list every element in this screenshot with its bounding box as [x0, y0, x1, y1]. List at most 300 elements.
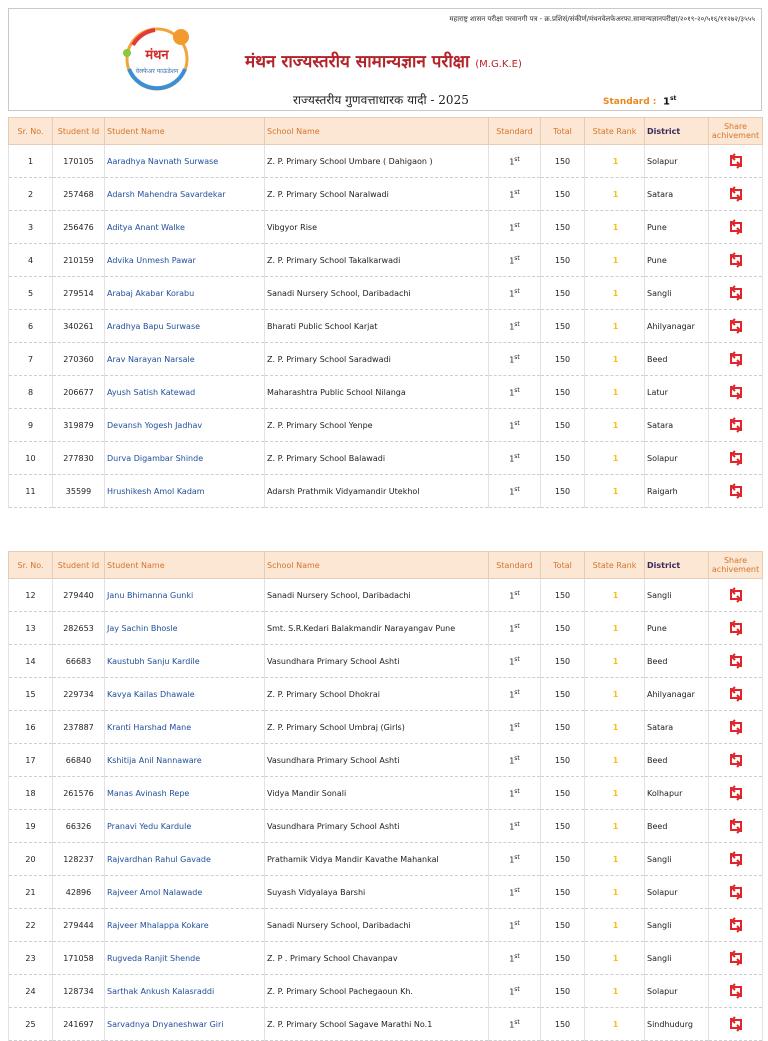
district-cell: Beed	[645, 343, 709, 376]
sr-no-cell: 7	[9, 343, 53, 376]
state-rank-cell: 1	[585, 678, 645, 711]
state-rank-cell: 1	[585, 942, 645, 975]
student-name-cell: Aaradhya Navnath Surwase	[105, 145, 265, 178]
student-name-cell: Sarthak Ankush Kalasraddi	[105, 975, 265, 1008]
share-repost-icon	[727, 449, 745, 467]
share-repost-icon	[727, 350, 745, 368]
standard-cell: 1st	[489, 975, 541, 1008]
share-repost-icon	[727, 784, 745, 802]
student-id-cell: 256476	[53, 211, 105, 244]
school-name-cell: Z. P. Primary School Naralwadi	[265, 178, 489, 211]
student-id-cell: 319879	[53, 409, 105, 442]
table-header-row	[9, 118, 763, 145]
student-name-cell: Devansh Yogesh Jadhav	[105, 409, 265, 442]
state-rank-cell: 1	[585, 310, 645, 343]
table-row	[9, 1008, 763, 1041]
total-cell: 150	[541, 343, 585, 376]
district-cell: Latur	[645, 376, 709, 409]
total-cell: 150	[541, 942, 585, 975]
sr-no-cell: 11	[9, 475, 53, 508]
total-cell: 150	[541, 744, 585, 777]
student-name-cell: Kaustubh Sanju Kardile	[105, 645, 265, 678]
sr-no-cell: 10	[9, 442, 53, 475]
state-rank-cell: 1	[585, 376, 645, 409]
share-achievement-button[interactable]	[709, 376, 763, 409]
student-id-cell: 279444	[53, 909, 105, 942]
table-row	[9, 777, 763, 810]
total-cell: 150	[541, 409, 585, 442]
standard-cell: 1st	[489, 777, 541, 810]
state-rank-cell: 1	[585, 645, 645, 678]
school-name-cell: Maharashtra Public School Nilanga	[265, 376, 489, 409]
share-achievement-button[interactable]	[709, 975, 763, 1008]
table-row	[9, 310, 763, 343]
table-row	[9, 645, 763, 678]
school-name-cell: Z. P. Primary School Balawadi	[265, 442, 489, 475]
page-header	[8, 8, 762, 111]
student-id-cell: 277830	[53, 442, 105, 475]
share-achievement-button[interactable]	[709, 909, 763, 942]
total-cell: 150	[541, 711, 585, 744]
school-name-cell: Vibgyor Rise	[265, 211, 489, 244]
school-name-cell: Prathamik Vidya Mandir Kavathe Mahankal	[265, 843, 489, 876]
share-repost-icon	[727, 284, 745, 302]
total-cell: 150	[541, 612, 585, 645]
sr-no-cell: 21	[9, 876, 53, 909]
table-row	[9, 711, 763, 744]
state-rank-cell: 1	[585, 475, 645, 508]
district-cell: Ahilyanagar	[645, 310, 709, 343]
table-row	[9, 810, 763, 843]
state-rank-cell: 1	[585, 843, 645, 876]
table-row	[9, 678, 763, 711]
sr-no-cell: 8	[9, 376, 53, 409]
sr-no-cell: 14	[9, 645, 53, 678]
district-cell: Raigarh	[645, 475, 709, 508]
standard-cell: 1st	[489, 475, 541, 508]
share-repost-icon	[727, 751, 745, 769]
student-name-cell: Janu Bhimanna Gunki	[105, 579, 265, 612]
share-achievement-button[interactable]	[709, 475, 763, 508]
share-repost-icon	[727, 317, 745, 335]
share-repost-icon	[727, 1015, 745, 1033]
state-rank-cell: 1	[585, 579, 645, 612]
table-row	[9, 442, 763, 475]
table-row	[9, 744, 763, 777]
school-name-cell: Z. P. Primary School Saradwadi	[265, 343, 489, 376]
table-row	[9, 178, 763, 211]
share-repost-icon	[727, 383, 745, 401]
col-student-id: Student Id	[53, 552, 105, 579]
share-achievement-button[interactable]	[709, 645, 763, 678]
sr-no-cell: 24	[9, 975, 53, 1008]
student-name-cell: Advika Unmesh Pawar	[105, 244, 265, 277]
table-row	[9, 376, 763, 409]
merit-table-1	[8, 117, 763, 508]
share-achievement-button[interactable]	[709, 1008, 763, 1041]
table-row	[9, 975, 763, 1008]
school-name-cell: Sanadi Nursery School, Daribadachi	[265, 909, 489, 942]
state-rank-cell: 1	[585, 612, 645, 645]
col-student-id: Student Id	[53, 118, 105, 145]
standard-cell: 1st	[489, 909, 541, 942]
share-repost-icon	[727, 416, 745, 434]
state-rank-cell: 1	[585, 244, 645, 277]
share-achievement-button[interactable]	[709, 777, 763, 810]
table-row	[9, 475, 763, 508]
col-standard: Standard	[489, 552, 541, 579]
standard-cell: 1st	[489, 211, 541, 244]
school-name-cell: Z. P . Primary School Chavanpav	[265, 942, 489, 975]
share-repost-icon	[727, 949, 745, 967]
share-achievement-button[interactable]	[709, 876, 763, 909]
share-repost-icon	[727, 482, 745, 500]
student-name-cell: Rajveer Amol Nalawade	[105, 876, 265, 909]
state-rank-cell: 1	[585, 777, 645, 810]
col-state-rank: State Rank	[585, 118, 645, 145]
col-student-name: Student Name	[105, 552, 265, 579]
sr-no-cell: 17	[9, 744, 53, 777]
exam-title-abbr: (M.G.K.E)	[475, 59, 522, 70]
standard-cell: 1st	[489, 244, 541, 277]
share-achievement-button[interactable]	[709, 442, 763, 475]
sr-no-cell: 23	[9, 942, 53, 975]
student-id-cell: 35599	[53, 475, 105, 508]
share-achievement-button[interactable]	[709, 409, 763, 442]
school-name-cell: Adarsh Prathmik Vidyamandir Utekhol	[265, 475, 489, 508]
table-header-row	[9, 552, 763, 579]
student-id-cell: 229734	[53, 678, 105, 711]
standard-cell: 1st	[489, 442, 541, 475]
school-name-cell: Z. P. Primary School Yenpe	[265, 409, 489, 442]
student-id-cell: 279514	[53, 277, 105, 310]
table-row	[9, 145, 763, 178]
district-cell: Sangli	[645, 579, 709, 612]
total-cell: 150	[541, 843, 585, 876]
school-name-cell: Z. P. Primary School Sagave Marathi No.1	[265, 1008, 489, 1041]
student-name-cell: Jay Sachin Bhosle	[105, 612, 265, 645]
district-cell: Pune	[645, 244, 709, 277]
district-cell: Solapur	[645, 975, 709, 1008]
standard-cell: 1st	[489, 744, 541, 777]
standard-cell: 1st	[489, 711, 541, 744]
district-cell: Solapur	[645, 442, 709, 475]
district-cell: Satara	[645, 178, 709, 211]
share-repost-icon	[727, 152, 745, 170]
student-name-cell: Aditya Anant Walke	[105, 211, 265, 244]
share-achievement-button[interactable]	[709, 744, 763, 777]
student-id-cell: 237887	[53, 711, 105, 744]
share-achievement-button[interactable]	[709, 810, 763, 843]
school-name-cell: Vasundhara Primary School Ashti	[265, 744, 489, 777]
school-name-cell: Sanadi Nursery School, Daribadachi	[265, 277, 489, 310]
share-repost-icon	[727, 185, 745, 203]
student-name-cell: Pranavi Yedu Kardule	[105, 810, 265, 843]
total-cell: 150	[541, 178, 585, 211]
col-school-name: School Name	[265, 118, 489, 145]
standard-cell: 1st	[489, 579, 541, 612]
state-rank-cell: 1	[585, 343, 645, 376]
district-cell: Sangli	[645, 909, 709, 942]
state-rank-cell: 1	[585, 442, 645, 475]
col-school-name: School Name	[265, 552, 489, 579]
student-name-cell: Rajveer Mhalappa Kokare	[105, 909, 265, 942]
sr-no-cell: 1	[9, 145, 53, 178]
standard-cell: 1st	[489, 343, 541, 376]
student-id-cell: 270360	[53, 343, 105, 376]
student-id-cell: 206677	[53, 376, 105, 409]
standard-cell: 1st	[489, 376, 541, 409]
merit-list-subtitle: राज्यस्तरीय गुणवत्ताधारक यादी - 2025	[293, 93, 469, 107]
state-rank-cell: 1	[585, 876, 645, 909]
sr-no-cell: 13	[9, 612, 53, 645]
share-achievement-button[interactable]	[709, 310, 763, 343]
share-repost-icon	[727, 883, 745, 901]
standard-cell: 1st	[489, 145, 541, 178]
total-cell: 150	[541, 244, 585, 277]
col-share-achievement: Share achivement	[709, 118, 763, 145]
district-cell: Satara	[645, 711, 709, 744]
sr-no-cell: 2	[9, 178, 53, 211]
student-id-cell: 340261	[53, 310, 105, 343]
total-cell: 150	[541, 442, 585, 475]
sr-no-cell: 15	[9, 678, 53, 711]
standard-cell: 1st	[489, 612, 541, 645]
school-name-cell: Z. P. Primary School Umbare ( Dahigaon )	[265, 145, 489, 178]
total-cell: 150	[541, 975, 585, 1008]
school-name-cell: Z. P. Primary School Takalkarwadi	[265, 244, 489, 277]
logo-subtext: वेलफेअर फाऊंडेशन	[135, 68, 179, 75]
share-repost-icon	[727, 685, 745, 703]
total-cell: 150	[541, 1008, 585, 1041]
student-id-cell: 170105	[53, 145, 105, 178]
district-cell: Sangli	[645, 277, 709, 310]
school-name-cell: Smt. S.R.Kedari Balakmandir Narayangav Pune	[265, 612, 489, 645]
state-rank-cell: 1	[585, 145, 645, 178]
standard-cell: 1st	[489, 843, 541, 876]
col-share-achievement: Share achivement	[709, 552, 763, 579]
state-rank-cell: 1	[585, 211, 645, 244]
col-standard: Standard	[489, 118, 541, 145]
district-cell: Beed	[645, 810, 709, 843]
student-name-cell: Hrushikesh Amol Kadam	[105, 475, 265, 508]
student-name-cell: Adarsh Mahendra Savardekar	[105, 178, 265, 211]
share-repost-icon	[727, 916, 745, 934]
share-achievement-button[interactable]	[709, 678, 763, 711]
student-name-cell: Arabaj Akabar Korabu	[105, 277, 265, 310]
share-repost-icon	[727, 982, 745, 1000]
total-cell: 150	[541, 777, 585, 810]
total-cell: 150	[541, 909, 585, 942]
student-name-cell: Manas Avinash Repe	[105, 777, 265, 810]
student-id-cell: 66683	[53, 645, 105, 678]
student-id-cell: 282653	[53, 612, 105, 645]
merit-table-2	[8, 551, 763, 1041]
table-row	[9, 942, 763, 975]
col-district: District	[645, 552, 709, 579]
district-cell: Beed	[645, 744, 709, 777]
student-id-cell: 279440	[53, 579, 105, 612]
share-achievement-button[interactable]	[709, 277, 763, 310]
sr-no-cell: 5	[9, 277, 53, 310]
student-id-cell: 128237	[53, 843, 105, 876]
table-row	[9, 579, 763, 612]
col-total: Total	[541, 552, 585, 579]
district-cell: Satara	[645, 409, 709, 442]
total-cell: 150	[541, 645, 585, 678]
student-name-cell: Durva Digambar Shinde	[105, 442, 265, 475]
student-name-cell: Kavya Kailas Dhawale	[105, 678, 265, 711]
school-name-cell: Z. P. Primary School Pachegaoun Kh.	[265, 975, 489, 1008]
standard-cell: 1st	[489, 678, 541, 711]
school-name-cell: Vasundhara Primary School Ashti	[265, 810, 489, 843]
district-cell: Pune	[645, 211, 709, 244]
share-repost-icon	[727, 850, 745, 868]
state-rank-cell: 1	[585, 810, 645, 843]
share-achievement-button[interactable]	[709, 145, 763, 178]
share-repost-icon	[727, 718, 745, 736]
sr-no-cell: 4	[9, 244, 53, 277]
share-achievement-button[interactable]	[709, 579, 763, 612]
standard-cell: 1st	[489, 876, 541, 909]
student-name-cell: Rugveda Ranjit Shende	[105, 942, 265, 975]
school-name-cell: Bharati Public School Karjat	[265, 310, 489, 343]
share-achievement-button[interactable]	[709, 612, 763, 645]
state-rank-cell: 1	[585, 975, 645, 1008]
standard-cell: 1st	[489, 645, 541, 678]
district-cell: Solapur	[645, 876, 709, 909]
standard-cell: 1st	[489, 942, 541, 975]
school-name-cell: Z. P. Primary School Umbraj (Girls)	[265, 711, 489, 744]
total-cell: 150	[541, 211, 585, 244]
exam-title-text: मंथन राज्यस्तरीय सामान्यज्ञान परीक्षा	[245, 52, 470, 72]
total-cell: 150	[541, 876, 585, 909]
total-cell: 150	[541, 376, 585, 409]
student-name-cell: Sarvadnya Dnyaneshwar Giri	[105, 1008, 265, 1041]
total-cell: 150	[541, 145, 585, 178]
sr-no-cell: 20	[9, 843, 53, 876]
student-name-cell: Ayush Satish Katewad	[105, 376, 265, 409]
table-row	[9, 909, 763, 942]
sr-no-cell: 6	[9, 310, 53, 343]
manthan-logo	[115, 23, 197, 91]
total-cell: 150	[541, 310, 585, 343]
student-name-cell: Arav Narayan Narsale	[105, 343, 265, 376]
student-id-cell: 257468	[53, 178, 105, 211]
col-state-rank: State Rank	[585, 552, 645, 579]
share-achievement-button[interactable]	[709, 843, 763, 876]
share-repost-icon	[727, 652, 745, 670]
share-repost-icon	[727, 817, 745, 835]
student-id-cell: 171058	[53, 942, 105, 975]
student-id-cell: 42896	[53, 876, 105, 909]
sr-no-cell: 16	[9, 711, 53, 744]
standard-label: Standard :	[603, 97, 657, 107]
state-rank-cell: 1	[585, 744, 645, 777]
student-id-cell: 66840	[53, 744, 105, 777]
student-name-cell: Kranti Harshad Mane	[105, 711, 265, 744]
table-row	[9, 277, 763, 310]
share-achievement-button[interactable]	[709, 244, 763, 277]
table-row	[9, 211, 763, 244]
share-achievement-button[interactable]	[709, 211, 763, 244]
student-id-cell: 261576	[53, 777, 105, 810]
student-id-cell: 128734	[53, 975, 105, 1008]
student-name-cell: Aradhya Bapu Surwase	[105, 310, 265, 343]
table-row	[9, 876, 763, 909]
standard-cell: 1st	[489, 810, 541, 843]
total-cell: 150	[541, 475, 585, 508]
standard-cell: 1st	[489, 1008, 541, 1041]
student-name-cell: Kshitija Anil Nannaware	[105, 744, 265, 777]
student-id-cell: 66326	[53, 810, 105, 843]
state-rank-cell: 1	[585, 711, 645, 744]
sr-no-cell: 22	[9, 909, 53, 942]
total-cell: 150	[541, 579, 585, 612]
share-achievement-button[interactable]	[709, 711, 763, 744]
district-cell: Sangli	[645, 843, 709, 876]
col-total: Total	[541, 118, 585, 145]
student-id-cell: 241697	[53, 1008, 105, 1041]
share-achievement-button[interactable]	[709, 343, 763, 376]
state-rank-cell: 1	[585, 409, 645, 442]
state-rank-cell: 1	[585, 277, 645, 310]
logo-text: मंथन	[145, 48, 169, 63]
sr-no-cell: 18	[9, 777, 53, 810]
state-rank-cell: 1	[585, 909, 645, 942]
share-achievement-button[interactable]	[709, 178, 763, 211]
standard-value: 1st	[663, 95, 677, 108]
exam-title	[245, 49, 522, 72]
col-district: District	[645, 118, 709, 145]
col-sr-no: Sr. No.	[9, 118, 53, 145]
school-name-cell: Vidya Mandir Sonali	[265, 777, 489, 810]
district-cell: Sindhudurg	[645, 1008, 709, 1041]
standard-cell: 1st	[489, 277, 541, 310]
district-cell: Kolhapur	[645, 777, 709, 810]
table-row	[9, 612, 763, 645]
district-cell: Beed	[645, 645, 709, 678]
state-rank-cell: 1	[585, 178, 645, 211]
sr-no-cell: 25	[9, 1008, 53, 1041]
sr-no-cell: 3	[9, 211, 53, 244]
district-cell: Solapur	[645, 145, 709, 178]
table-row	[9, 409, 763, 442]
share-repost-icon	[727, 218, 745, 236]
district-cell: Pune	[645, 612, 709, 645]
table-row	[9, 343, 763, 376]
government-permission-reference: महाराष्ट्र शासन परीक्षा परवानगी पत्र - क्र.प्रशिसं/संकीर्ण/मंथनवेलफेअरफा.सामान्यज्ञानपरीक्षा/२०१९-२०/५१६/११२७२/३५५५	[449, 15, 755, 23]
sr-no-cell: 12	[9, 579, 53, 612]
total-cell: 150	[541, 810, 585, 843]
total-cell: 150	[541, 277, 585, 310]
school-name-cell: Suyash Vidyalaya Barshi	[265, 876, 489, 909]
table-row	[9, 244, 763, 277]
school-name-cell: Vasundhara Primary School Ashti	[265, 645, 489, 678]
standard-cell: 1st	[489, 310, 541, 343]
share-repost-icon	[727, 586, 745, 604]
student-name-cell: Rajvardhan Rahul Gavade	[105, 843, 265, 876]
col-sr-no: Sr. No.	[9, 552, 53, 579]
standard-cell: 1st	[489, 409, 541, 442]
sr-no-cell: 9	[9, 409, 53, 442]
standard-cell: 1st	[489, 178, 541, 211]
district-cell: Sangli	[645, 942, 709, 975]
total-cell: 150	[541, 678, 585, 711]
state-rank-cell: 1	[585, 1008, 645, 1041]
student-id-cell: 210159	[53, 244, 105, 277]
share-achievement-button[interactable]	[709, 942, 763, 975]
